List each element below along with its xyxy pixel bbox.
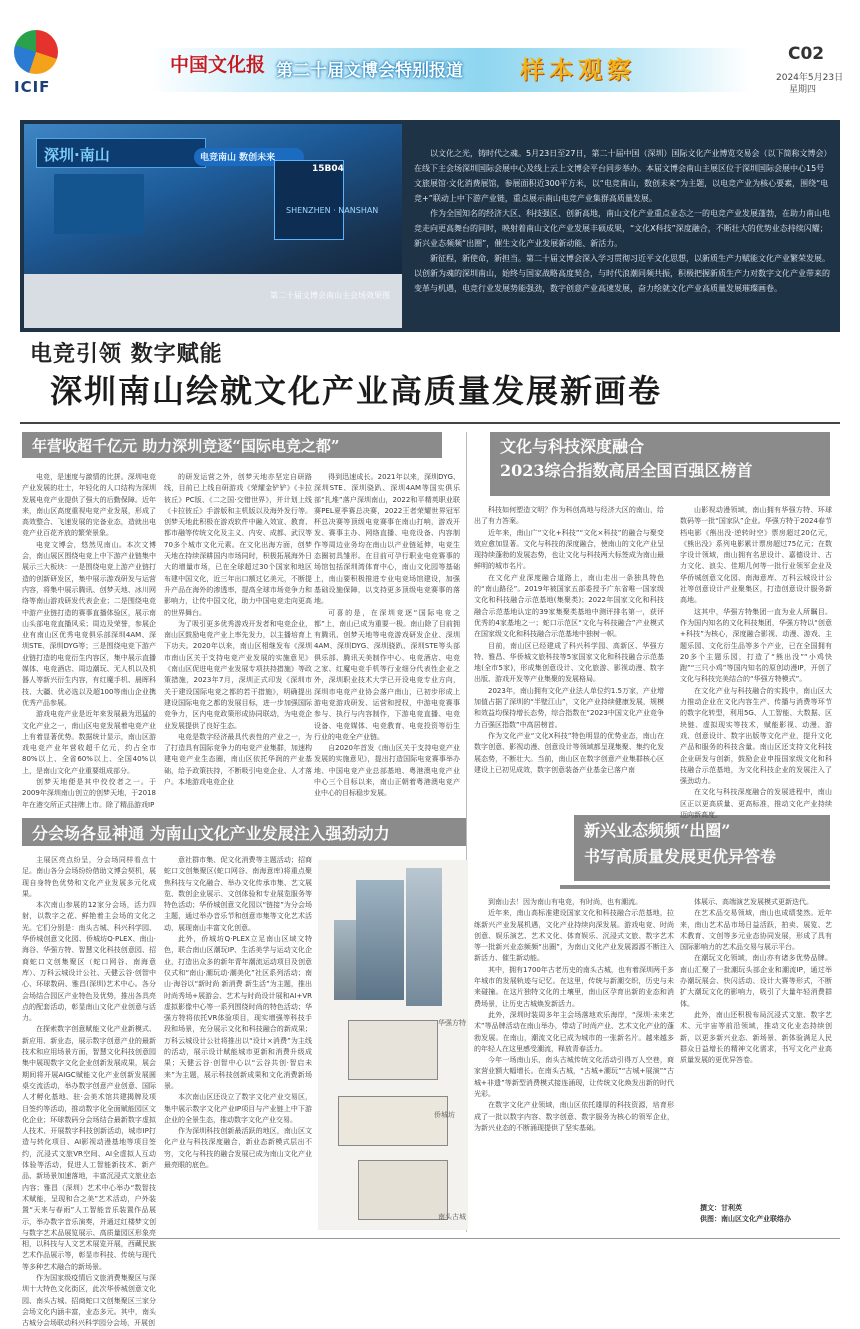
article-column <box>22 855 156 1328</box>
credit-writer: 撰文：甘利英 <box>700 1204 742 1212</box>
booth-slogan-text: 电竞南山 数创未来 <box>200 153 276 163</box>
icif-logo-text: ICIF <box>14 78 51 96</box>
article-paragraph: 近年来，南山广“文化+科技”“文化×科技”的融合与聚变效应愈加显著。文化与科技的深度融合，使南山的文化产业呈现持续蓬勃的发展态势，也让文化与科技两大标签成为南山最鲜明的城市名片。 <box>474 528 664 571</box>
article-paragraph: 得到迅速成长。2021年以来，深圳DYG、深圳STE、深圳骁趴、深圳4AM等国实俱乐部“扎堆”落户深圳南山，2022和平精英职业联赛PEL夏季赛总决赛，2022王者荣耀世界冠军杯总决赛等顶级电竞赛事在南山打响，游戏开发、赛事主办、网络直播、电竞设备、内容制作等周边业务均在南山以产业链延伸，电竞生态圈初具雏形。在目前可孕行职业电竞赛事的场馆包括深圳湾体育中心，南山文化园等基础上，南山要积极推进专业电竞场馆建设，加强基础设施保障，以支持更多顶级电竞赛事的落地。 <box>314 473 460 606</box>
article-paragraph: 体展示、高端演艺发展模式更新迭代。 <box>694 898 813 906</box>
article-paragraph: 今年一场南山乐，南头古城传统文化活动引得万人空巷，商家营业额大幅增长。在南头古城，“古城+潮玩”“古城+展演”“古城+非遗”等新型消费模式接连涌现，让传统文化焕发出新的时代光彩。 <box>474 1056 674 1099</box>
headline-rule <box>20 422 840 424</box>
article-paragraph: 此外，深圳时装周多年主会场落地欢乐海岸，“深圳·未来艺术”等品牌活动在南山举办，带动了时尚产业、艺术文化产业的蓬勃发展。在南山，潮流文化已成为城市的一张新名片。越来越多的年轻人在这里感受潮流，释放青春活力。 <box>474 1010 674 1053</box>
article-paragraph: 作为深圳科技创新最活跃的地区，南山区文化产业与科技深度融合，新业态新模式层出不穷，文化与科技的融合发展已成为南山文化产业最亮眼的底色。 <box>164 1127 312 1170</box>
article-paragraph: 在艺术品交易领域，南山也成绩斐然。近年来，南山艺术品市场日益活跃，拍卖、展览、艺术教育、文创等多元业态协同发展，形成了具有国际影响力的艺术品交易与展示平台。 <box>680 909 832 952</box>
special-report-title: 第二十届文博会特别报道 <box>276 61 463 81</box>
issue-weekday: 星期四 <box>789 85 817 95</box>
article-column <box>474 897 674 1233</box>
sketch-image <box>358 1160 448 1220</box>
newspaper-name: 中国文化报 <box>170 54 266 76</box>
sub-venue-photos <box>318 860 468 1230</box>
article-paragraph: 可喜的是，在深圳竞逐“国际电竞之都”上，南山已成为重要一极。南山除了目前拥有腾讯、创梦天地等电竞游戏研发企业、深圳4AM、深圳DYG、深圳骁趴、深圳STE等头部俱乐部、腾讯天美制作中心、电竞酒店、电竞之家、红魔电竞手机等行业细分代表性企业之外，深圳职业技术大学已开设电竞专业方向，深圳市电竞产业协会落户南山，已初步形成上游电竞游戏研发、运营和授权，中游电竞赛事参与、执行与内容制作，下游电竞直播、电竞设备、电竞媒体、电竞教育、电竞投资等衍生行业的电竞全产业链。 <box>314 608 460 741</box>
article-paragraph: 其中，拥有1700年古老历史的南头古城，也有着深圳两千多年城市的发展轨迹与记忆。在这里，传统与新潮交织，历史与未来碰撞。在这片独特文化的土壤里，南山区孕育出新的业态和消费场景，让历史古城焕发新活力。 <box>474 965 674 1008</box>
article-paragraph: 意社群市集、促文化消费等主题活动；招商蛇口文创集聚区(蛇口网谷、南海意库)将重点聚焦科技与文化融合、举办文化传承市集、艺文展览、数创企业展示、文创体验和专业展览服务等特色活动；华侨城创意文化园以“链接”为分会场主题，通过举办音乐节和创意市集等文化艺术活动，展现南山丰富文化创意。 <box>164 856 312 932</box>
article-column <box>22 472 156 810</box>
article-paragraph: 在潮玩文化领域，南山亦有诸多优势品牌。南山汇聚了一批潮玩头部企业和潮流IP，通过举办潮玩展会、快闪活动、设计大赛等形式，不断扩大潮玩文化的影响力，吸引了大量年轻消费群体。 <box>680 954 832 1008</box>
article-paragraph: 在数字文化产业领域，南山区依托雄厚的科技资源，培育形成了一批以数字内容、数字创意、数字服务为核心的领军企业，为新兴业态的不断涌现提供了坚实基础。 <box>474 1101 674 1132</box>
article-column <box>680 505 832 820</box>
section-rule <box>560 885 830 889</box>
article-paragraph: 2023年，南山拥有文化产业法人单位约1.5万家，产业增加值占据了深圳的“半壁江山”，文化产业持续健康发展，规模和效益均保持增长态势，综合指数在“2023中国文化产业竞争力百强区指数”中高居榜首。 <box>474 686 664 729</box>
photo-caption: 侨城坊 <box>434 1111 455 1119</box>
section-header-line: 书写高质量发展更优异答卷 <box>584 847 777 866</box>
section-header-new-formats <box>574 815 830 881</box>
article-column <box>314 472 460 810</box>
page-number: C02 <box>788 44 825 64</box>
article-column <box>680 897 832 1137</box>
footer-rule <box>20 1238 840 1239</box>
article-paragraph: 这其中，华强方特集团一直为业人所瞩目。作为国内知名的文化科技集团，华强方特以“创意+科技”为核心，深度融合影视、动漫、游戏、主题乐园、文化衍生品等多个产业，已在全国拥有20多个主题乐园，打造了“熊出没”“小鸡快跑”“三只小鸡”等国内知名的原创动漫IP，开创了文化与科技完美结合的“华强方特模式”。 <box>680 607 832 684</box>
article-paragraph: 本次南山区还设立了数字文化产业交易区，集中展示数字文化产业IP项目与产业链上中下游企业的全景生态，推动数字文化产业交易。 <box>164 1093 312 1124</box>
sketch-image <box>348 1020 438 1080</box>
article-paragraph: 本次南山参展的12家分会场，活力四射，以数字之花、鲜艳着主会场的文化之光。它们分别是：南头古城、科兴科学园、华侨城创意文化园、侨城坊Q·PLEX、南山·海谷、华强方特、智慧文化科技创意园、招商蛇口文创集聚区（蛇口网谷、南海意库）、万科云城设计公社、天健云谷·创智中心、环球数码、雅昌(深圳)艺术中心。各分会场结合园区产业特色及优势，推出各具亮点的配套活动，彰显南山文化产业创意与活力。 <box>22 901 156 1023</box>
section-header-line: 文化与科技深度融合 <box>500 437 645 456</box>
article-paragraph: 在文化产业与科技融合的实践中，南山区大力推动企业在文化内容生产、传播与消费等环节的数字化转型，利用5G、人工智能、大数据、区块链、虚拟现实等技术，赋能影视、动漫、游戏、创意设计、数字出版等文化产业，提升文化产品和服务的科技含量。南山区还支持文化科技企业研发与创新，鼓励企业申报国家级文化和科技融合示范基地，为文化科技企业的发展注入了强劲动力。 <box>680 686 832 786</box>
booth-wall <box>54 174 144 234</box>
booth-location-text: SHENZHEN · NANSHAN <box>286 206 379 215</box>
sketch-image <box>338 1096 448 1146</box>
article-paragraph: 游戏电竞产业是近年来发展最为迅猛的文化产业之一，南山区电竞发展着电竞产业上有着显著优势。数据统计显示，南山区游戏电竞产业年营收超千亿元，约占全市80%以上、全省60%以上、全国40%以上，是南山文化产业重要组成部分。 <box>22 710 156 775</box>
article-paragraph: 在文化与科技深度融合的发展进程中，南山区正以更高质量、更高标准，推动文化产业持续迈向新高度。 <box>680 788 832 820</box>
hero-paragraph: 以文化之光，铸时代之魂。5月23日至27日，第二十届中国（深圳）国际文化产业博览交易会（以下简称文博会）在线下主会场深圳国际会展中心及线上云上文博会平台同步举办。本届文博会南山主展区位于深圳国际会展中心15号文旅展馆·文化消费展馆，参展面积近300平方米，以“电竞南山，数创未来”为主题，以电竞产业为核心要素，围绕“电竞+”联动上中下游产业链，重点展示南山电竞产业集群高质量发展。 <box>414 149 832 203</box>
article-paragraph: 到南山去！因为南山有电竞，有时尚，也有潮流。 <box>488 898 642 906</box>
hero-paragraph: 新征程，新使命，新担当。第二十届文博会深入学习贯彻习近平文化思想，以新质生产力赋能文化产业繁荣发展。以创新为魂的深圳南山，始终与国家战略高度契合，与时代浪潮同频共振，积极把握新质生产力对数字文化产业带来的变革与机遇，电竞行业发展势能强劲，数字创意产业高速发展，奋力绘就文化产业高质量发展璀璨画卷。 <box>414 254 830 293</box>
hero-photo-caption: 第二十届文博会南山主会场效果图 <box>270 291 390 300</box>
main-headline: 深圳南山绘就文化产业高质量发展新画卷 <box>50 372 663 410</box>
photo-caption: 华强方特 <box>438 1019 466 1027</box>
tower-image <box>356 880 404 1000</box>
section-header-line: 新兴业态频频“出圈” <box>584 821 731 840</box>
article-column <box>474 505 664 810</box>
photo-caption: 南头古城 <box>438 1213 466 1221</box>
article-paragraph: 作为文化产业“文化X科技”特色明显的优势业态，南山在数字创意、影视动漫、创意设计等领域都呈现集聚、集约化发展态势，不断壮大。当前，南山区在数字创意产业集群核心区建设上已初见成效，数字创意装备产业基金已落户南 <box>474 731 664 774</box>
article-paragraph: 在文化产业深度融合道路上，南山走出一条独具特色的“南山路径”。2019年被国家五部委授予广东省唯一国家级文化和科技融合示范基地(集聚类)；2022年国家文化和科技融合示范基地认定的39家集聚类基地中测评排名第一，获评优秀的4家基地之一；蛇口示范区“文化与科技融合”产业模式在国家级文化和科技融合示范基地中独树一帜。 <box>474 573 664 639</box>
article-paragraph: 为了吸引更多优秀游戏开发者和电竞企业，南山区鼓励电竞产业上率先发力，以主播培育上下功夫。2020年以来，南山区相继发布《深圳市南山区关于支持电竞产业发展的实施意见》《南山区促进电竞产业发展专项扶持措施》等政策措施，2023年7月，深圳正式印发《深圳市关于建设国际电竞之都的若干措施》，明确提出建设国际电竞之都的发展目标，进一步加强国际竞争力，区内电竞政策形成协同联动，为电竞企业发展提供了良好生态。 <box>164 619 312 730</box>
icif-logo-icon <box>14 30 58 74</box>
booth-floor <box>24 274 402 328</box>
column-title: 样本观察 <box>520 55 636 84</box>
booth-number-text: 15B04 <box>312 164 344 174</box>
hero-paragraph: 作为全国知名的经济大区、科技强区、创新高地，南山文化产业重点业态之一的电竞产业发展蓬勃，在助力南山电竞走向更高舞台的同时，映射着南山文化产业发展丰硕成果，“文化X科技”深度融合，不断壮大的优势业态持续闪耀；新兴业态频频“出圈”，催生文化产业发展新动能、新活力。 <box>414 209 830 248</box>
article-paragraph: 的研发运营之外，创梦天地亦坚定自研路线，目前已上线自研游戏《荣耀金铲铲》《卡拉彼丘》PC版、《二之国·交错世界》，并计划上线《卡拉彼丘》手游版和主机版以及海外发行等。创梦天地此积极在游戏软件中融入效宣、教育、都市融等传统文化及主义、内安、成都、武汉等70多个城市文化元素。在文化出海方面，创梦天地在持续深耕国内市场同时，积极拓展海外日大的增量市场，已在全球超过30个国家和地区布建中国文化，近三年出口额过亿美元，不断提升产品在海外的渗透率，提高全球市场竞争力和影响力，让传中国文化，助力中国电竞走向更高的世界舞台。 <box>164 473 312 617</box>
article-paragraph: 电竞，是速度与激情的比拼。深圳电竞产业发展的壮士，年轻化的人口结构为深圳发展电竞产业提供了强大的后勤保障。近年来，南山区高度重视电竞产业发展，形成了高效整合、飞速发展的完备业态，造就出电竞产业百花齐放的繁荣景象。 <box>22 473 156 538</box>
section-header-culture-tech <box>490 432 830 496</box>
article-paragraph: 创梦天地便是其中佼佼者之一。于2009年深圳南山创立的创梦天地，于2018年在港交所正式挂牌上市。除了精品游戏IP <box>22 778 156 809</box>
article-credit <box>700 1203 791 1225</box>
hero-lead-text <box>414 146 832 296</box>
credit-photo: 供图：南山区文化产业联络办 <box>700 1215 791 1223</box>
article-paragraph: 电竞文博会，悠然见南山。本次文博会，南山展区围绕电竞上中下游产业链集中展示三大板块：一是围绕电竞上游产业链打造的创新研发区，集中展示游戏研发与运营内容，将集中展示腾讯、创梦天地、冰川网络等南山游戏研发代表企业；二是围绕电竞中游产业链打造的赛事直播体验区，展示南山头部电竞直播风采；周边及荣誉，参展企业有南山区优秀电竞俱乐部深圳4AM、深圳STE、深圳DYG等；三是围绕电竞下游产业链打造的电竞衍生内容区，集中展示直播媒体、电竞酒店、周边潮玩、无人机以及机器人等新兴衍生内容，有红魔手机、晨晖科技、大疆、优必选以及超100等南山企业携优秀产品参展。 <box>22 540 156 707</box>
article-column <box>164 472 312 810</box>
section-header-revenue: 年营收超千亿元 助力深圳竞逐“国际电竞之都” <box>22 432 442 458</box>
article-paragraph: 此外，南山还积极布局沉浸式文旅、数字艺术、元宇宙等前沿领域，推动文化业态持续创新，以更多新兴业态、新场景、新体验满足人民群众日益增长的精神文化需求，书写文化产业高质量发展的更优异答卷。 <box>680 1010 832 1065</box>
article-paragraph: 作为国家级疫情后文旅消费集聚区与深圳十大特色文化街区，此次华侨城创意文化园、南头古城、招商蛇口文创集聚区三家分会场文化内涵丰富，业态多元。其中，南头古城分会场联动科兴科学园分会场，开展创 <box>22 1273 156 1328</box>
article-paragraph: 此外，侨城坊Q·PLEX立足南山区域文特色，联合南山区潮玩IP、生活美学与运动文化企业，打造出众多的新年青年潮流运动项目及创意仪式和“南山·潮玩动·潮美化”社区系列活动；南山·海谷以“新时尚 新消费 新生活”为主题，推出时尚秀场+展游会、艺术与时尚设计展和AI+VR虚拟影像中心等一系列围绕时尚的特色活动；华强方特将依托VR体验项目，现实增强等科技手段和场景，充分展示文化和科技融合的新成果；万科云城设计公社将推出以“设计×消费”为主线的活动，展示设计赋能城市更新和消费升级成果；天健云谷·创智中心以“云谷共创·智启未来”为主题，展示科技创新成果和文化消费新场景。 <box>164 935 312 1090</box>
section-header-sub-venues: 分会场各显神通 为南山文化产业发展注入强劲动力 <box>22 818 466 846</box>
article-paragraph: 科技如何塑造文明？作为科创高地与经济大区的南山，给出了有力答案。 <box>474 506 664 526</box>
article-column <box>164 855 312 1233</box>
article-paragraph: 近年来，南山高标准建设国家文化和科技融合示范基地，拉练新兴产业发展机遇，文化产业持续向深发展。游戏电竞、时尚创意、娱乐演艺、艺术文化、体育娱乐、沉浸式文旅、数字艺术等一批新兴业态频频“出圈”，为南山文化产业发展源源不断注入新活力、催生新动能。 <box>474 909 674 963</box>
issue-date: 2024年5月23日 <box>776 73 844 83</box>
headline-kicker: 电竞引领 数字赋能 <box>30 341 223 367</box>
article-paragraph: 在探索数字创意赋能文化产业新模式、新应用、新业态，展示数字创意产业的最新技术和应用场景方面，智慧文化科技创意园集中展现数字文化企业创新发展成果，展会期间将开展AIGC赋能文化产业创新发展圆桌交流活动，举办数字创意产业创意、国际人才孵化基地、驻·会美术馆共建揭牌及项目签约等活动，推动数字化全面赋能园区文化企业；环球数码分会场结合最新数字虚拟人技术、开展数字科技创新活动，城市IP打造与转化项目、AI影视动漫基地等项目签约，沉浸式文旅VR空间、AI全虚拟人互动体验等活动，促进人工智能新技术、新产品、新场景加速落地，丰富沉浸式文旅业态内容；雅昌（深圳）艺术中心举办“数智技术赋能，呈现和合之美”艺术活动，户外装置“天来与春雨”人工智能音乐装置作品展示，举办数字音乐演奏，并通过红楼梦文创与数字艺术品展览展示、高质量园区形象亮相，以科技与人文艺术展览开展，西藏民族艺术作品展示等，彰显市科技、传统与现代等多种艺术融合的新场景。 <box>22 1025 156 1271</box>
booth-sign-text: 深圳·南山 <box>44 146 110 164</box>
article-paragraph: 山影视动漫领域，南山拥有华强方特、环球数码等一批“国家队”企业。华强方特于2024春节档电影《熊出没·逆转时空》票房超过20亿元，《熊出没》系列电影累计票房超过75亿元；在数字设计领域，南山拥有名思设计、嘉德设计、古力文化、浪尖、佳期几何等一批行业领军企业及华侨城创意文化园、南海意库、万科云城设计公社等创意设计产业聚集区，打造创意设计服务新高地。 <box>680 506 832 605</box>
tower-image <box>406 868 442 1006</box>
article-paragraph: 主展区亮点纷呈，分会场同样看点十足。南山各分会场纷纷借助文博会契机，展现自身特色优势和文化产业发展多元化成果。 <box>22 856 156 898</box>
article-paragraph: 电竞是数字经济最具代表性的产业之一，为了打造具有国际竞争力的电竞产业集群，加速构建电竞产业生态圈，南山区依托华润的产业基础，给予政策扶持，不断吸引电竞企业、人才落户。本地游戏电竞企业 <box>164 732 312 787</box>
section-header-line: 2023综合指数高居全国百强区榜首 <box>500 461 753 480</box>
article-paragraph: 目前，南山区已经建成了科兴科学园、高新区、华强方特、雅昌、华侨城文旅科技等5家国家文化和科技融合示范基地(全市5家)，形成集创意设计、文化旅游、影视动漫、数字出版、游戏开发等产业集聚的发展格局。 <box>474 641 664 684</box>
article-paragraph: 自2020年首发《南山区关于支持电竞产业发展的实施意见》，提出打造国际电竞赛事举办地、中国电竞产业总部基地、粤港澳电竞产业中心三个目标以来，南山正朝着粤港澳电竞产业中心的目标稳步发展。 <box>314 744 460 798</box>
